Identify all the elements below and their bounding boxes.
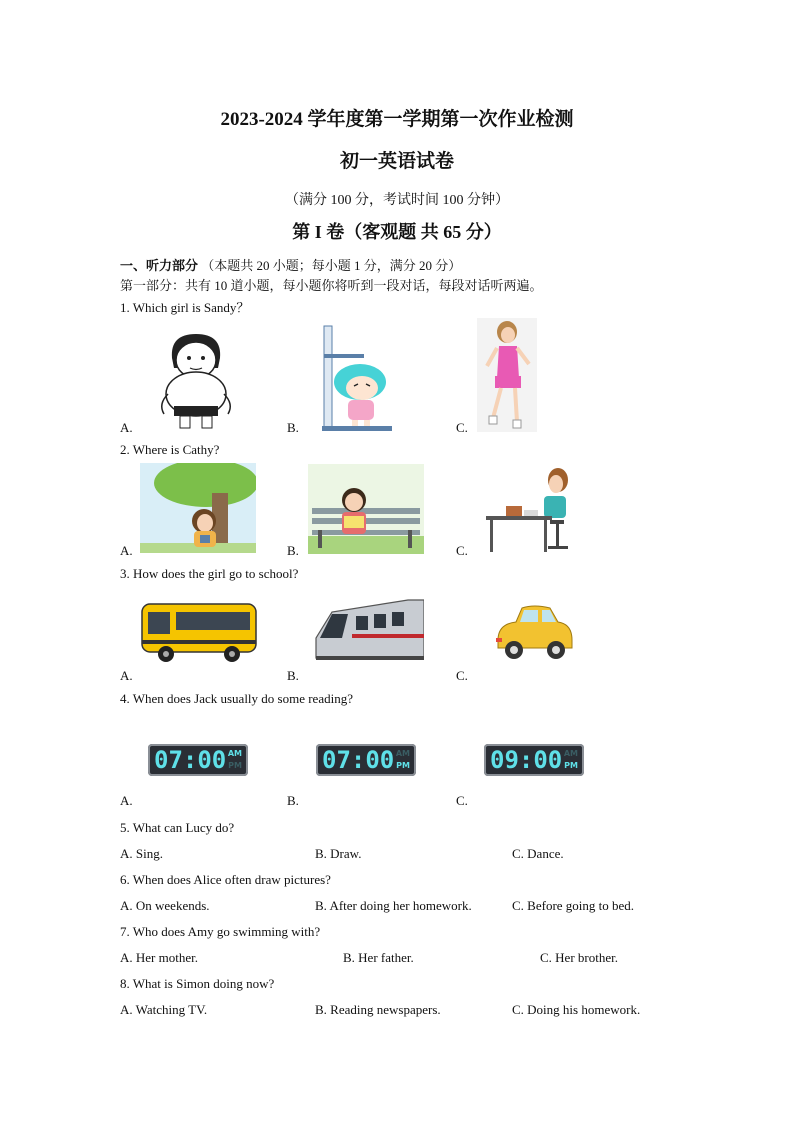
- q7-option-a[interactable]: A. Her mother.: [120, 950, 198, 965]
- clock-a-pm: PM: [228, 761, 242, 770]
- q1-option-c[interactable]: C.: [456, 420, 468, 435]
- q7-option-c[interactable]: C. Her brother.: [540, 950, 618, 965]
- q2-option-a[interactable]: A.: [120, 543, 133, 558]
- train-icon[interactable]: [312, 598, 424, 668]
- q3-option-c[interactable]: C.: [456, 668, 468, 683]
- q6-option-a[interactable]: A. On weekends.: [120, 898, 210, 913]
- girl-on-bench-icon[interactable]: [308, 464, 424, 554]
- q4-option-b[interactable]: B.: [287, 793, 299, 808]
- question-7: 7. Who does Amy go swimming with?: [120, 924, 321, 939]
- part-intro: 第一部分：共有 10 道小题，每小题你将听到一段对话，每段对话听两遍。: [120, 278, 543, 293]
- question-3: 3. How does the girl go to school?: [120, 566, 299, 581]
- clock-am-0700-icon[interactable]: [148, 744, 248, 776]
- question-1: 1. Which girl is Sandy？: [120, 300, 250, 315]
- plump-girl-icon[interactable]: [152, 330, 240, 430]
- q1-option-a[interactable]: A.: [120, 420, 133, 435]
- q4-option-a[interactable]: A.: [120, 793, 133, 808]
- question-8: 8. What is Simon doing now?: [120, 976, 275, 991]
- clock-pm-0700-icon[interactable]: [316, 744, 416, 776]
- q8-option-b[interactable]: B. Reading newspapers.: [315, 1002, 441, 1017]
- q6-option-b[interactable]: B. After doing her homework.: [315, 898, 472, 913]
- clock-a-digits: 07:00: [154, 746, 227, 774]
- section-heading-note: （本题共 20 小题；每小题 1 分，满分 20 分）: [201, 258, 462, 273]
- q2-option-b[interactable]: B.: [287, 543, 299, 558]
- clock-c-pm: PM: [564, 761, 578, 770]
- q1-option-b[interactable]: B.: [287, 420, 299, 435]
- q5-option-c[interactable]: C. Dance.: [512, 846, 564, 861]
- volume-title: 第 I 卷（客观题 共 65 分）: [292, 222, 502, 242]
- question-4: 4. When does Jack usually do some reading?: [120, 691, 353, 706]
- q3-option-a[interactable]: A.: [120, 668, 133, 683]
- girl-under-tree-icon[interactable]: [140, 463, 256, 553]
- question-6: 6. When does Alice often draw pictures?: [120, 872, 331, 887]
- q5-option-a[interactable]: A. Sing.: [120, 846, 163, 861]
- clock-b-pm: PM: [396, 761, 410, 770]
- section-heading: [120, 255, 461, 274]
- q4-option-c[interactable]: C.: [456, 793, 468, 808]
- clock-a-am: AM: [227, 749, 242, 758]
- clock-c-digits: 09:00: [490, 746, 563, 774]
- q5-option-b[interactable]: B. Draw.: [315, 846, 362, 861]
- section-heading-text: 一、听力部分: [120, 258, 199, 273]
- clock-c-am: AM: [563, 749, 578, 758]
- clock-b-am: AM: [395, 749, 410, 758]
- exam-title: 2023-2024 学年度第一学期第一次作业检测: [220, 109, 574, 130]
- q3-option-b[interactable]: B.: [287, 668, 299, 683]
- girl-at-desk-icon[interactable]: [484, 466, 580, 554]
- short-girl-height-chart-icon[interactable]: [318, 324, 396, 432]
- q7-option-b[interactable]: B. Her father.: [343, 950, 414, 965]
- clock-b-digits: 07:00: [322, 746, 395, 774]
- clock-pm-0900-icon[interactable]: [484, 744, 584, 776]
- question-5: 5. What can Lucy do?: [120, 820, 235, 835]
- question-2: 2. Where is Cathy?: [120, 442, 220, 457]
- q8-option-a[interactable]: A. Watching TV.: [120, 1002, 208, 1017]
- q2-option-c[interactable]: C.: [456, 543, 468, 558]
- slim-girl-running-icon[interactable]: [477, 318, 537, 432]
- q6-option-c[interactable]: C. Before going to bed.: [512, 898, 635, 913]
- bus-icon[interactable]: [140, 600, 258, 664]
- exam-subtitle: 初一英语试卷: [339, 151, 454, 172]
- q8-option-c[interactable]: C. Doing his homework.: [512, 1002, 641, 1017]
- score-note: （满分 100 分，考试时间 100 分钟）: [285, 193, 509, 208]
- car-icon[interactable]: [492, 602, 576, 664]
